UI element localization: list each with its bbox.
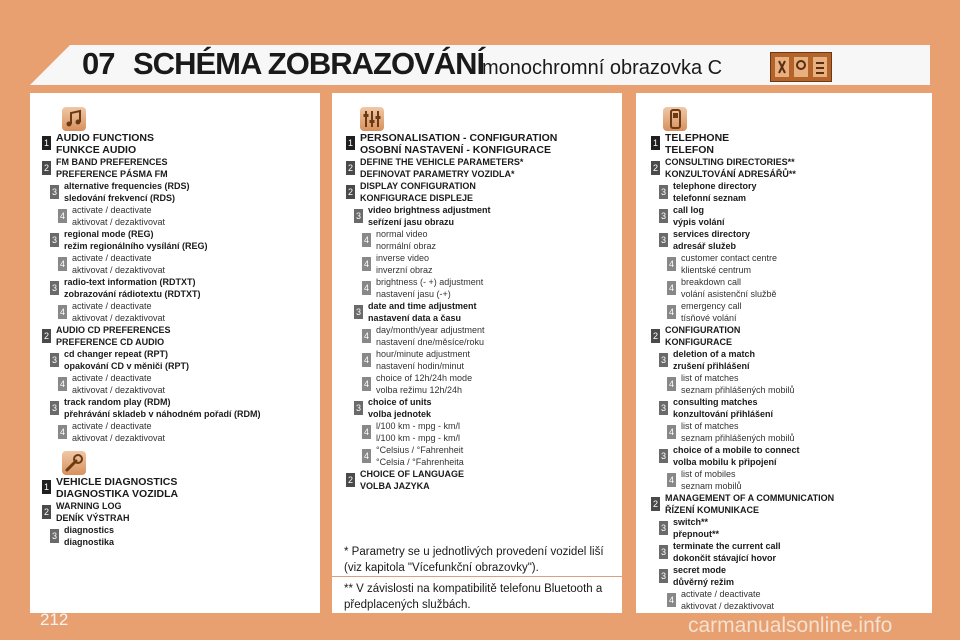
level-badge: 4: [59, 427, 65, 437]
menu-item-label: normální obraz: [376, 240, 437, 251]
menu-item-label: CONSULTING DIRECTORIES**: [665, 157, 795, 167]
menu-item-label: choice of 12h/24h mode: [376, 373, 473, 383]
menu-item-label: DEFINE THE VEHICLE PARAMETERS*: [360, 157, 524, 167]
menu-item-label: DEFINOVAT PARAMETRY VOZIDLA*: [360, 168, 515, 179]
footnote-line: * Parametry se u jednotlivých provedení vozidel liší: [344, 546, 604, 558]
menu-item-label: nastavení jasu (-+): [376, 288, 451, 299]
menu-item-label: volání asistenční službě: [681, 288, 777, 299]
level-badge: 2: [347, 475, 353, 485]
menu-item-label: MANAGEMENT OF A COMMUNICATION: [665, 493, 835, 503]
menu-item-label: services directory: [673, 229, 751, 239]
level-badge: 3: [51, 283, 57, 293]
menu-item-label: list of matches: [681, 373, 739, 383]
footnote-line: předplacených službách.: [344, 599, 471, 611]
level-badge: 1: [43, 482, 49, 492]
menu-item-label: přehrávání skladeb v náhodném pořadí (RDM): [64, 408, 261, 419]
menu-item-label: konzultování přihlášení: [673, 408, 774, 419]
level-badge: 3: [355, 211, 361, 221]
menu-item-label: secret mode: [673, 565, 727, 575]
wrench-icon: [62, 451, 86, 475]
level-badge: 3: [660, 523, 666, 533]
level-badge: 3: [660, 355, 666, 365]
menu-item-label: AUDIO FUNCTIONS: [56, 132, 154, 144]
menu-item-label: activate / deactivate: [681, 589, 761, 599]
level-badge: 3: [660, 547, 666, 557]
level-badge: 4: [59, 211, 65, 221]
menu-item-label: inverzní obraz: [376, 264, 433, 275]
menu-item-label: choice of units: [368, 397, 432, 407]
menu-item-label: regional mode (REG): [64, 229, 154, 239]
menu-item-label: dokončit stávající hovor: [673, 552, 777, 563]
level-badge: 2: [347, 187, 353, 197]
menu-item-label: nastavení dne/měsíce/roku: [376, 336, 485, 347]
menu-item-label: diagnostika: [64, 536, 115, 547]
menu-item-label: date and time adjustment: [368, 301, 477, 311]
menu-item-label: call log: [673, 205, 705, 215]
menu-item-label: sledování frekvencí (RDS): [64, 192, 176, 203]
level-badge: 3: [51, 531, 57, 541]
menu-item-label: FM BAND PREFERENCES: [56, 157, 168, 167]
level-badge: 4: [59, 307, 65, 317]
menu-item-label: cd changer repeat (RPT): [64, 349, 169, 359]
menu-item-label: zrušení přihlášení: [673, 360, 750, 371]
menu-item-label: aktivovat / dezaktivovat: [72, 384, 166, 395]
menu-item-label: aktivovat / dezaktivovat: [72, 312, 166, 323]
menu-item-label: brightness (- +) adjustment: [376, 277, 484, 287]
watermark: carmanualsonline.info: [688, 614, 893, 637]
menu-item-label: KONFIGURACE DISPLEJE: [360, 192, 474, 203]
menu-item-label: telefonní seznam: [673, 192, 747, 203]
level-badge: 2: [43, 163, 49, 173]
menu-item-label: activate / deactivate: [72, 373, 152, 383]
level-badge: 3: [660, 211, 666, 221]
menu-item-label: day/month/year adjustment: [376, 325, 485, 335]
menu-item-label: klientské centrum: [681, 264, 752, 275]
settings-sliders-icon: [360, 107, 384, 131]
page-number: 212: [40, 610, 69, 629]
level-badge: 3: [660, 571, 666, 581]
level-badge: 4: [363, 427, 369, 437]
phone-icon: [663, 107, 687, 131]
level-badge: 2: [652, 499, 658, 509]
menu-item-label: opakování CD v měniči (RPT): [64, 360, 190, 371]
level-badge: 3: [660, 451, 666, 461]
level-badge: 4: [363, 451, 369, 461]
menu-item-label: activate / deactivate: [72, 205, 152, 215]
menu-item-label: AUDIO CD PREFERENCES: [56, 325, 171, 335]
menu-item-label: telephone directory: [673, 181, 757, 191]
menu-item-label: switch**: [673, 517, 709, 527]
level-badge: 4: [668, 475, 674, 485]
menu-item-label: adresář služeb: [673, 240, 737, 251]
menu-item-label: výpis volání: [673, 216, 725, 227]
menu-item-label: consulting matches: [673, 397, 758, 407]
menu-item-label: activate / deactivate: [72, 421, 152, 431]
menu-item-label: zobrazování rádiotextu (RDTXT): [64, 288, 201, 299]
menu-item-label: TELEPHONE: [665, 132, 730, 144]
menu-item-label: video brightness adjustment: [368, 205, 491, 215]
menu-item-label: aktivovat / dezaktivovat: [681, 600, 775, 611]
menu-item-label: CONFIGURATION: [665, 325, 741, 335]
menu-item-label: seznam přihlášených mobilů: [681, 384, 795, 395]
menu-item-label: DIAGNOSTIKA VOZIDLA: [56, 488, 179, 500]
menu-item-label: inverse video: [376, 253, 430, 263]
level-badge: 2: [43, 507, 49, 517]
menu-item-label: deletion of a match: [673, 349, 756, 359]
menu-item-label: režim regionálního vysílání (REG): [64, 240, 208, 251]
level-badge: 4: [668, 283, 674, 293]
chapter-title: SCHÉMA ZOBRAZOVÁNÍ: [133, 46, 485, 81]
menu-item-label: nastavení data a času: [368, 312, 462, 323]
level-badge: 3: [355, 307, 361, 317]
level-badge: 2: [43, 331, 49, 341]
level-badge: 3: [355, 403, 361, 413]
tools-icon: [770, 52, 832, 82]
menu-item-label: °Celsius / °Fahrenheit: [376, 445, 464, 455]
level-badge: 3: [51, 187, 57, 197]
menu-item-label: emergency call: [681, 301, 742, 311]
level-badge: 4: [363, 283, 369, 293]
menu-item-label: list of matches: [681, 421, 739, 431]
level-badge: 4: [363, 259, 369, 269]
menu-item-label: radio-text information (RDTXT): [64, 277, 196, 287]
footnote-single-star: [332, 540, 622, 576]
level-badge: 4: [668, 379, 674, 389]
footnote-line: (viz kapitola "Vícefunkční obrazovky").: [344, 562, 539, 574]
level-badge: 4: [363, 331, 369, 341]
level-badge: 4: [668, 595, 674, 605]
menu-item-label: normal video: [376, 229, 428, 239]
level-badge: 2: [652, 163, 658, 173]
menu-item-label: KONZULTOVÁNÍ ADRESÁŘŮ**: [665, 168, 796, 179]
menu-item-label: WARNING LOG: [56, 501, 122, 511]
menu-item-label: activate / deactivate: [72, 253, 152, 263]
level-badge: 3: [51, 235, 57, 245]
menu-item-label: diagnostics: [64, 525, 115, 535]
menu-item-label: choice of a mobile to connect: [673, 445, 800, 455]
menu-item-label: volba jednotek: [368, 408, 432, 419]
menu-item-label: VOLBA JAZYKA: [360, 480, 430, 491]
level-badge: 3: [51, 355, 57, 365]
level-badge: 4: [668, 259, 674, 269]
level-badge: 4: [363, 355, 369, 365]
menu-item-label: přepnout**: [673, 528, 719, 539]
menu-item-label: volba mobilu k připojení: [673, 456, 777, 467]
menu-item-label: nastavení hodin/minut: [376, 360, 465, 371]
menu-item-label: list of mobiles: [681, 469, 736, 479]
music-note-icon: [62, 107, 86, 131]
level-badge: 4: [59, 259, 65, 269]
chapter-subtitle: monochromní obrazovka C: [482, 57, 723, 79]
menu-item-label: PREFERENCE PÁSMA FM: [56, 168, 168, 179]
menu-item-label: KONFIGURACE: [665, 336, 732, 347]
menu-item-label: seznam přihlášených mobilů: [681, 432, 795, 443]
menu-item-label: ŘÍZENÍ KOMUNIKACE: [665, 504, 759, 515]
menu-item-label: aktivovat / dezaktivovat: [72, 432, 166, 443]
level-badge: 1: [347, 138, 353, 148]
menu-item-label: seřízení jasu obrazu: [368, 216, 455, 227]
footnote-line: ** V závislosti na kompatibilitě telefonu Bluetooth a: [344, 583, 603, 595]
menu-item-label: activate / deactivate: [72, 301, 152, 311]
menu-item-label: alternative frequencies (RDS): [64, 181, 190, 191]
menu-item-label: seznam mobilů: [681, 480, 742, 491]
menu-item-label: DENÍK VÝSTRAH: [56, 512, 130, 523]
menu-item-label: DISPLAY CONFIGURATION: [360, 181, 476, 191]
level-badge: 3: [660, 403, 666, 413]
level-badge: 4: [363, 235, 369, 245]
level-badge: 4: [363, 379, 369, 389]
menu-item-label: OSOBNÍ NASTAVENÍ - KONFIGURACE: [360, 144, 551, 156]
level-badge: 1: [652, 138, 658, 148]
menu-item-label: PREFERENCE CD AUDIO: [56, 336, 165, 347]
menu-item-label: důvěrný režim: [673, 576, 735, 587]
banner-corner: [30, 45, 70, 85]
menu-item-label: volba režimu 12h/24h: [376, 384, 463, 395]
level-badge: 3: [660, 235, 666, 245]
menu-item-label: FUNKCE AUDIO: [56, 144, 137, 156]
menu-item-label: l/100 km - mpg - km/l: [376, 421, 461, 431]
level-badge: 4: [668, 427, 674, 437]
menu-item-label: PERSONALISATION - CONFIGURATION: [360, 132, 558, 144]
menu-item-label: VEHICLE DIAGNOSTICS: [56, 476, 178, 488]
level-badge: 3: [51, 403, 57, 413]
level-badge: 2: [652, 331, 658, 341]
level-badge: 3: [660, 187, 666, 197]
menu-item-label: customer contact centre: [681, 253, 778, 263]
menu-item-label: °Celsia / °Fahrenheita: [376, 456, 464, 467]
menu-item-label: tísňové volání: [681, 312, 737, 323]
level-badge: 2: [347, 163, 353, 173]
level-badge: 4: [668, 307, 674, 317]
menu-item-label: breakdown call: [681, 277, 742, 287]
menu-item-label: TELEFON: [665, 144, 714, 156]
chapter-number: 07: [82, 46, 115, 81]
menu-item-label: l/100 km - mpg - km/l: [376, 432, 461, 443]
menu-item-label: CHOICE OF LANGUAGE: [360, 469, 465, 479]
level-badge: 4: [59, 379, 65, 389]
menu-item-label: terminate the current call: [673, 541, 781, 551]
menu-item-label: aktivovat / dezaktivovat: [72, 264, 166, 275]
level-badge: 1: [43, 138, 49, 148]
menu-item-label: aktivovat / dezaktivovat: [72, 216, 166, 227]
menu-item-label: hour/minute adjustment: [376, 349, 471, 359]
footnote-double-star: [332, 576, 622, 613]
menu-item-label: track random play (RDM): [64, 397, 171, 407]
